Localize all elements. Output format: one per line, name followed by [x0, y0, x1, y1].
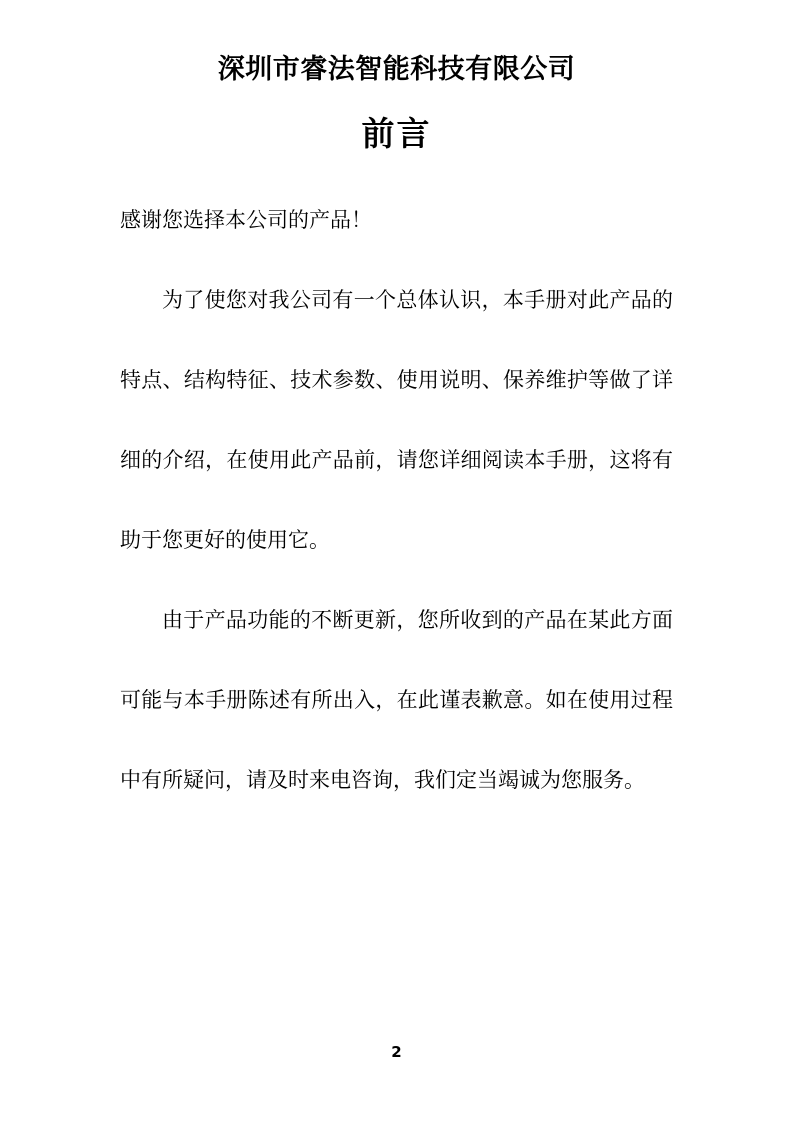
company-title: 深圳市睿法智能科技有限公司	[217, 54, 576, 85]
paragraph2-line-1: 由于产品功能的不断更新，您所收到的产品在某此方面	[162, 608, 673, 632]
paragraph1-line-1: 为了使您对我公司有一个总体认识，本手册对此产品的	[162, 288, 673, 312]
paragraph1-line-2: 特点、结构特征、技术参数、使用说明、保养维护等做了详	[120, 368, 673, 392]
page-number: 2	[391, 1043, 402, 1061]
paragraph1-line-3: 细的介绍，在使用此产品前，请您详细阅读本手册，这将有	[120, 448, 673, 472]
paragraph2-line-3: 中有所疑问，请及时来电咨询，我们定当竭诚为您服务。	[120, 768, 645, 792]
paragraph1-line-4: 助于您更好的使用它。	[120, 528, 330, 552]
greeting-line: 感谢您选择本公司的产品！	[120, 208, 372, 232]
paragraph2-line-2: 可能与本手册陈述有所出入，在此谨表歉意。如在使用过程	[120, 688, 673, 712]
preface-body	[120, 195, 673, 835]
section-title: 前言	[361, 114, 432, 153]
